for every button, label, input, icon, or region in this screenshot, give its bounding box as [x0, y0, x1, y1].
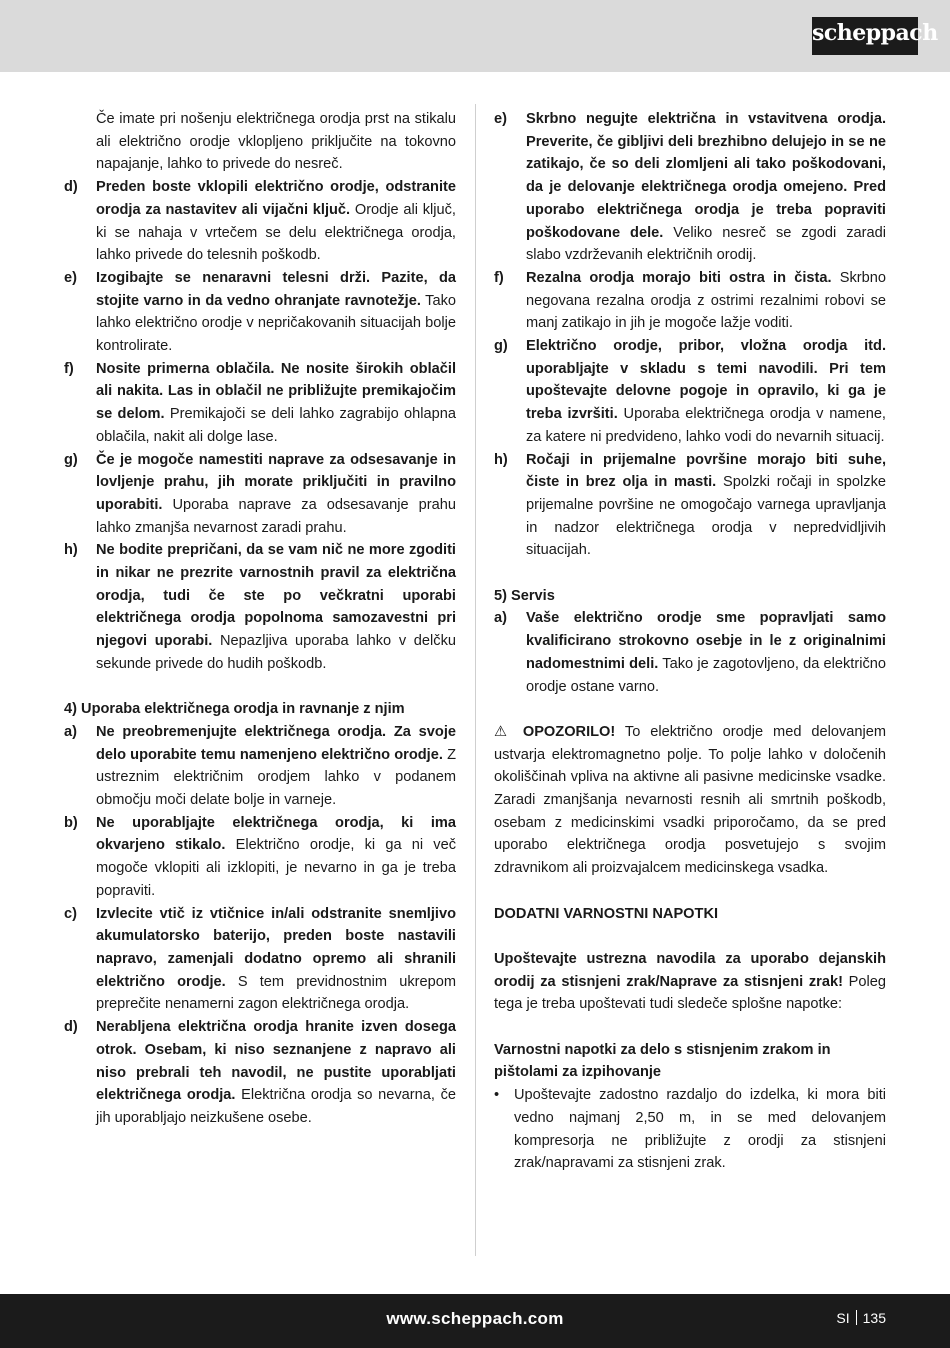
- item-label: c): [64, 905, 77, 922]
- item-label: h): [64, 542, 78, 559]
- right-column: [494, 108, 886, 1175]
- item-label: d): [64, 1019, 78, 1036]
- footer-band: [0, 1294, 950, 1348]
- item-text: Skrbno negovana rezalna orodja z ostrimi rezalnimi robovi se manj zatikajo in jih je mogoče lažje voditi.: [526, 269, 886, 332]
- item-label: a): [494, 610, 507, 627]
- list-item: [64, 539, 456, 675]
- item-bold-text: Ne bodite prepričani, da se vam nič ne more zgoditi in nikar ne prezrite varnostnih pravil za električna orodja, tudi če ste po večkratni uporabi električnega orodja popolnoma samozavestni pri njegovi uporabi.: [96, 542, 456, 650]
- item-text: Tako je zagotovljeno, da električno orodje ostane varno.: [526, 655, 886, 695]
- list-item: [64, 812, 456, 903]
- item-text: Nepazljiva uporaba lahko v delčku sekunde privede do hudih poškodb.: [96, 633, 456, 672]
- spacer: [64, 676, 456, 699]
- list-item: [64, 903, 456, 1017]
- bullet-dot-icon: •: [494, 1087, 500, 1104]
- list-item: [494, 607, 886, 698]
- extra-safety-heading: DODATNI VARNOSTNI NAPOTKI: [494, 905, 719, 922]
- item-label: g): [64, 451, 78, 468]
- list-item: [494, 335, 886, 449]
- item-label: h): [494, 451, 508, 468]
- header-band: [0, 0, 950, 72]
- warning-text: To električno orodje med delovanjem ustvarja elektromagnetno polje. To polje lahko v določenih okoliščinah vpliva na aktivne ali pasivne medicinske vsadke. Zaradi zmanjšanja nevarnosti resnih ali smrtnih poškodb, osebam z medicinskimi vsadki priporočamo, da se pred uporabo električnega orodja posvetujejo s svojim zdravnikom ali proizvajalcem medicinskega vsadka.: [494, 723, 886, 877]
- brand-logo-text: scheppach: [812, 20, 938, 46]
- item-bold-text: Če je mogoče namestiti naprave za odsesavanje in lovljenje prahu, jih morate priključiti in pravilno uporabiti.: [96, 451, 456, 513]
- footer-page: 135: [862, 1310, 886, 1326]
- section-5-heading: 5) Servis: [494, 587, 555, 604]
- item-bold-text: Rezalna orodja morajo biti ostra in čista.: [526, 269, 832, 286]
- list-item: [494, 449, 886, 563]
- spacer: [494, 1016, 886, 1039]
- list-item: [64, 721, 456, 812]
- warning-icon: ⚠: [494, 723, 513, 740]
- item-text: S tem previdnostnim ukrepom preprečite nenamerni zagon električnega orodja.: [96, 973, 456, 1013]
- spacer: [494, 562, 886, 585]
- item-bold-text: Vaše električno orodje sme popravljati samo kvalificirano strokovno osebje in le z originalnimi nadomestnimi deli.: [526, 610, 886, 672]
- item-text: Premikajoči se deli lahko zagrabijo ohlapna oblačila, nakit ali dolge lase.: [96, 406, 456, 445]
- list-item: [494, 108, 886, 267]
- item-text: Tako lahko električno orodje v nepričakovanih situacijah bolje kontrolirate.: [96, 292, 456, 355]
- column-divider: [475, 104, 476, 1256]
- item-text: Orodje ali ključ, ki se nahaja v vrtečem se delu električnega orodja, lahko privede do telesnih poškodb.: [96, 201, 456, 264]
- item-bold-text: Izogibajte se nenaravni telesni drži. Pazite, da stojite varno in da vedno ohranjate ravnotežje.: [96, 269, 456, 309]
- bullet-item: [494, 1084, 886, 1175]
- item-bold-text: Ne preobremenjujte električnega orodja. Za svoje delo uporabite temu namenjeno električno orodje.: [96, 723, 456, 763]
- item-bold-text: Nerabljena električna orodja hranite izven dosega otrok. Osebam, ki niso seznanjene z napravo ali niso prebrali teh navodil, ne pustite uporabljati električnega orodja.: [96, 1019, 456, 1104]
- item-text: Z ustreznim električnim orodjem lahko v podanem območju moči delate bolje in varneje.: [96, 746, 456, 809]
- spacer: [494, 925, 886, 948]
- item-bold-text: Ročaji in prijemalne površine morajo biti suhe, čiste in brez olja in masti.: [526, 451, 886, 491]
- spacer: [494, 880, 886, 903]
- section-4-heading: 4) Uporaba električnega orodja in ravnanje z njim: [64, 701, 405, 718]
- item-label: e): [494, 111, 507, 127]
- footer-separator: [856, 1310, 857, 1325]
- item-text: Veliko nesreč se zgodi zaradi slabo vzdrževanih električnih orodij.: [526, 224, 886, 264]
- list-item: [64, 267, 456, 358]
- compressed-air-heading: Varnostni napotki za delo s stisnjenim zrakom in pištolami za izpihovanje: [494, 1041, 831, 1081]
- item-text: Električna orodja so nevarna, če jih uporabljajo neizkušene osebe.: [96, 1087, 456, 1126]
- item-label: f): [64, 360, 74, 377]
- list-item: [64, 1016, 456, 1130]
- item-bold-text: Nosite primerna oblačila. Ne nosite širokih oblačil ali nakita. Las in oblačil ne približujte premikajočim se delom.: [96, 360, 456, 423]
- warning-label: OPOZORILO!: [522, 723, 616, 740]
- left-column: [64, 108, 456, 1130]
- spacer: [494, 698, 886, 721]
- item-bold-text: Skrbno negujte električna in vstavitvena orodja. Preverite, če gibljivi deli brezhibno delujejo in se ne zatikajo, če so deli zlomljeni ali tako poškodovani, da je delovanje električnega orodja omejeno. Pred uporabo električnega orodja je treba popraviti poškodovane dele.: [526, 111, 886, 241]
- extra-safety-paragraph: [494, 948, 886, 1016]
- brand-logo: [812, 17, 938, 55]
- item-label: a): [64, 723, 77, 740]
- item-bold-text: Električno orodje, pribor, vložna orodja itd. uporabljajte v skladu s temi navodili. Pri tem upoštevajte delovne pogoje in opravilo, ki ga je treba izvršiti.: [526, 338, 886, 423]
- item-text: Spolzki ročaji in spolzke prijemalne površine ne omogočajo varnega upravljanja in nadzor električnega orodja v nepredvidljivih situacijah.: [526, 474, 886, 559]
- item-bold-text: Preden boste vklopili električno orodje, odstranite orodja za nastavitev ali vijačni ključ.: [96, 179, 456, 218]
- item-label: d): [64, 179, 78, 196]
- warning-paragraph: [494, 721, 886, 880]
- footer-page-number: [836, 1310, 886, 1326]
- footer-website-link[interactable]: www.scheppach.com: [386, 1309, 564, 1328]
- item-label: g): [494, 338, 508, 355]
- list-item: [64, 358, 456, 449]
- item-text: Uporaba električnega orodja v namene, za katere ni predvideno, lahko vodi do nevarnih situacij.: [526, 406, 886, 445]
- item-label: b): [64, 814, 78, 831]
- item-text: Električno orodje, ki ga ni več mogoče vklopiti ali izklopiti, je nevarno in ga je treba popraviti.: [96, 837, 456, 899]
- item-text: Uporaba naprave za odsesavanje prahu lahko zmanjša nevarnost zaradi prahu.: [96, 496, 457, 536]
- intro-paragraph: Če imate pri nošenju električnega orodja prst na stikalu ali električno orodje vklopljeno priključite na tokovno napajanje, lahko to privede do nesreč.: [96, 111, 456, 173]
- item-bold-text: Izvlecite vtič iz vtičnice in/ali odstranite snemljivo akumulatorsko baterijo, preden boste nastavili napravo, zamenjali dodatno opremo ali shranili električno orodje.: [96, 905, 456, 990]
- list-item: [494, 267, 886, 335]
- list-item: [64, 449, 456, 540]
- bullet-text: Upoštevajte zadostno razdaljo do izdelka, ki mora biti vedno najmanj 2,50 m, in se med delovanjem kompresorja ne približujte z orodji za stisnjeni zrak/napravami za stisnjeni zrak.: [514, 1087, 886, 1172]
- item-bold-text: Ne uporabljajte električnega orodja, ki ima okvarjeno stikalo.: [96, 814, 456, 854]
- footer-language: SI: [836, 1310, 850, 1326]
- extra-bold-text: Upoštevajte ustrezna navodila za uporabo dejanskih orodij za stisnjeni zrak/Naprave za stisnjeni zrak!: [494, 950, 886, 990]
- extra-text: Poleg tega je treba upoštevati tudi sledeče splošne napotke:: [494, 973, 886, 1013]
- item-label: f): [494, 269, 504, 286]
- item-label: e): [64, 269, 77, 286]
- list-item: [64, 176, 456, 267]
